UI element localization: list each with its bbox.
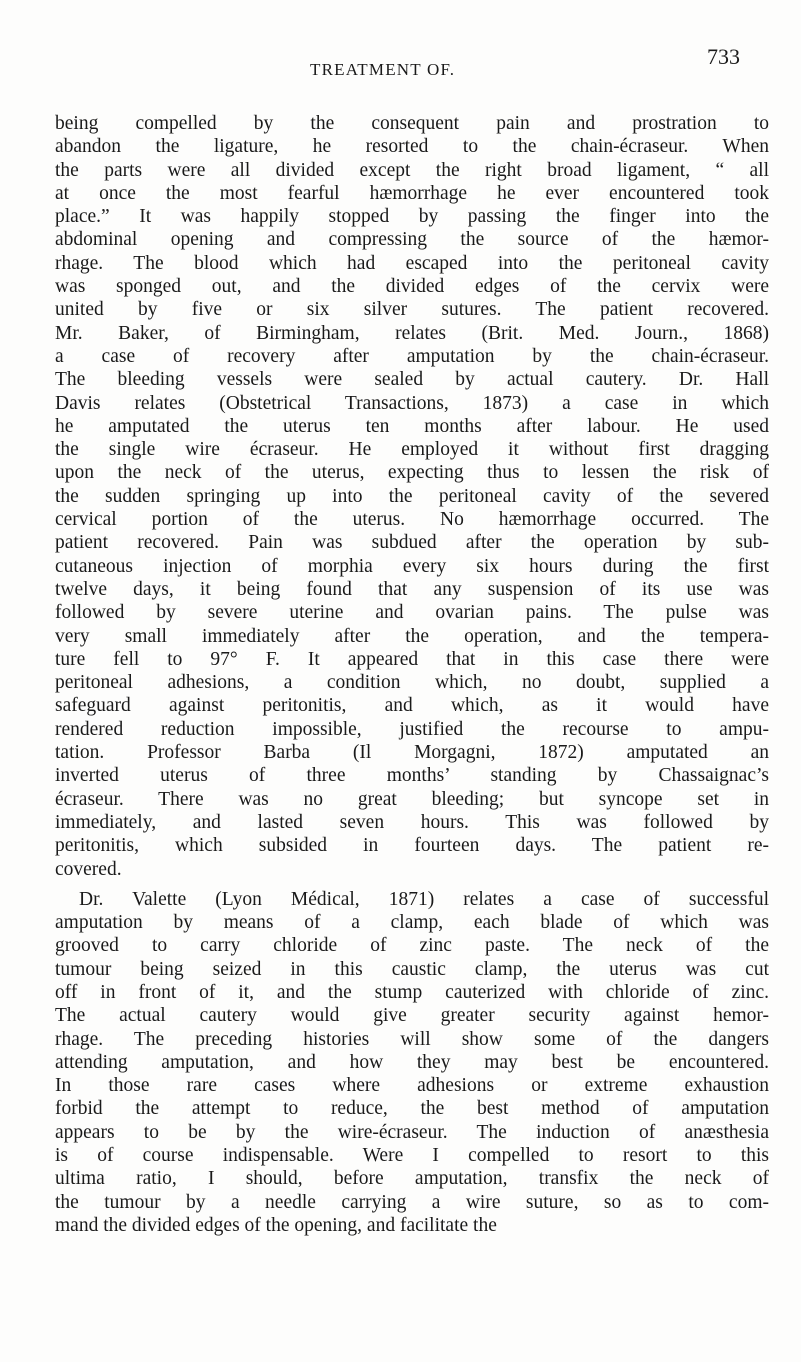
text-line: the sudden springing up into the peritoneal cavity of the severed (55, 485, 769, 507)
text-line: followed by severe uterine and ovarian pains. The pulse was (55, 602, 769, 624)
text-line: upon the neck of the uterus, expecting thus to lessen the risk of (55, 462, 769, 484)
text-line: abandon the ligature, he resorted to the chain-écraseur. When (55, 136, 769, 158)
text-line: very small immediately after the operation, and the tempera- (55, 625, 769, 647)
text-line: the parts were all divided except the right broad ligament, “ all (55, 159, 769, 181)
text-line: The bleeding vessels were sealed by actual cautery. Dr. Hall (55, 369, 769, 391)
text-line: ultima ratio, I should, before amputation, transfix the neck of (55, 1168, 769, 1190)
text-line: amputation by means of a clamp, each blade of which was (55, 912, 769, 934)
text-line: forbid the attempt to reduce, the best method of amputation (55, 1098, 769, 1120)
text-line: cervical portion of the uterus. No hæmorrhage occurred. The (55, 509, 769, 531)
text-line: The actual cautery would give greater security against hemor- (55, 1005, 769, 1027)
text-line: being compelled by the consequent pain and prostration to (55, 113, 769, 134)
running-head (0, 44, 801, 84)
body-text (55, 112, 769, 1237)
text-line: abdominal opening and compressing the source of the hæmor- (55, 229, 769, 251)
text-line: patient recovered. Pain was subdued after the operation by sub- (55, 532, 769, 554)
text-line: grooved to carry chloride of zinc paste. The neck of the (55, 935, 769, 957)
text-line: cutaneous injection of morphia every six hours during the first (55, 555, 769, 577)
text-line: place.” It was happily stopped by passing the finger into the (55, 206, 769, 228)
text-line: is of course indispensable. Were I compelled to resort to this (55, 1145, 769, 1167)
text-line: rhage. The preceding histories will show some of the dangers (55, 1028, 769, 1050)
text-line: In those rare cases where adhesions or extreme exhaustion (55, 1075, 769, 1097)
text-line: covered. (55, 858, 122, 880)
text-line: off in front of it, and the stump cauterized with chloride of zinc. (55, 981, 769, 1003)
paragraph-gap (55, 881, 769, 888)
text-line: Davis relates (Obstetrical Transactions, 1873) a case in which (55, 392, 769, 414)
text-line: tation. Professor Barba (Il Morgagni, 1872) amputated an (55, 742, 769, 764)
paragraph (55, 888, 769, 1237)
text-line: twelve days, it being found that any suspension of its use was (55, 578, 769, 600)
page-number: 733 (707, 44, 740, 69)
text-line: attending amputation, and how they may best be encountered. (55, 1051, 769, 1073)
text-line: the single wire écraseur. He employed it without first dragging (55, 439, 769, 461)
running-title: TREATMENT OF. (310, 60, 456, 79)
text-line: mand the divided edges of the opening, and facilitate the (55, 1214, 497, 1236)
text-line: a case of recovery after amputation by the chain-écraseur. (55, 345, 769, 367)
text-line: inverted uterus of three months’ standing by Chassaignac’s (55, 765, 769, 787)
text-line: appears to be by the wire-écraseur. The induction of anæsthesia (55, 1121, 769, 1143)
text-line: was sponged out, and the divided edges of the cervix were (55, 276, 769, 298)
text-line: at once the most fearful hæmorrhage he ever encountered took (55, 182, 769, 204)
text-line: rendered reduction impossible, justified the recourse to ampu- (55, 718, 769, 740)
text-line: ture fell to 97° F. It appeared that in this case there were (55, 648, 769, 670)
text-line: rhage. The blood which had escaped into the peritoneal cavity (55, 252, 769, 274)
text-line: peritonitis, which subsided in fourteen days. The patient re- (55, 835, 769, 857)
text-line: safeguard against peritonitis, and which, as it would have (55, 695, 769, 717)
text-line: the tumour by a needle carrying a wire suture, so as to com- (55, 1191, 769, 1213)
text-line: he amputated the uterus ten months after labour. He used (55, 415, 769, 437)
text-line: immediately, and lasted seven hours. This was followed by (55, 811, 769, 833)
text-line: united by five or six silver sutures. The patient recovered. (55, 299, 769, 321)
text-line: écraseur. There was no great bleeding; but syncope set in (55, 788, 769, 810)
paragraph (55, 112, 769, 881)
text-line: Dr. Valette (Lyon Médical, 1871) relates a case of successful (79, 888, 769, 910)
text-line: Mr. Baker, of Birmingham, relates (Brit. Med. Journ., 1868) (55, 322, 769, 344)
text-line: tumour being seized in this caustic clamp, the uterus was cut (55, 958, 769, 980)
text-line: peritoneal adhesions, a condition which, no doubt, supplied a (55, 672, 769, 694)
